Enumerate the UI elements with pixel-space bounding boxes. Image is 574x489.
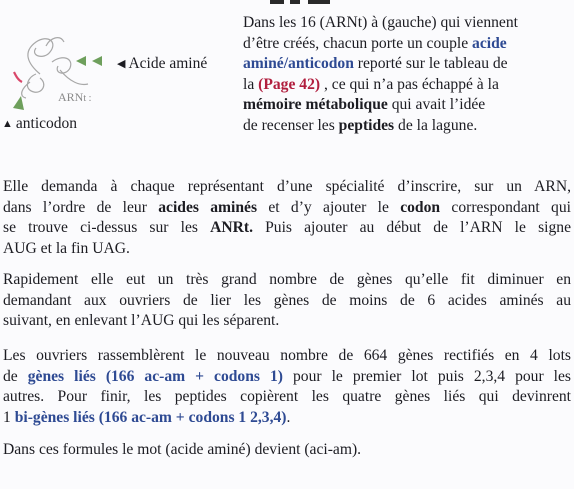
text-line: d’être créés, chacun porte un couple acide bbox=[243, 34, 507, 52]
text-line: demandant aux ouvriers de lier les gènes de moins de 6 acides aminés au bbox=[3, 291, 571, 309]
green-triangle-small bbox=[76, 56, 86, 66]
text-line: de recenser les peptides de la lagune. bbox=[243, 116, 478, 134]
text-line: aminé/anticodon reporté sur le tableau de bbox=[243, 55, 508, 73]
green-triangle-bottom bbox=[13, 96, 24, 110]
paragraph-1 bbox=[3, 177, 571, 259]
text-line: mémoire métabolique qui avait l’idée bbox=[243, 96, 486, 114]
paragraph-3 bbox=[3, 346, 571, 428]
text-line: autres. Pour finir, les peptides copièrent les quatre gènes liés qui devinrent bbox=[3, 388, 571, 406]
text-line: de gènes liés (166 ac-am + codons 1) pour le premier lot puis 2,3,4 pour les bbox=[3, 367, 572, 385]
text-line: la (Page 42) , ce qui n’a pas échappé à la bbox=[243, 75, 499, 93]
page-reference: (Page 42) bbox=[258, 75, 321, 93]
paragraph-2 bbox=[3, 270, 571, 332]
text-line: 1 bi-gènes liés (166 ac-am + codons 1 2,3,4). bbox=[3, 408, 291, 426]
text-line: se trouve ci-dessus sur les ANRt. Puis ajouter au début de l’ARN le signe bbox=[3, 219, 571, 237]
text-line: suivant, en enlevant l’AUG qui les séparent. bbox=[3, 312, 280, 330]
label-acide-amine: ◀ Acide aminé bbox=[117, 55, 208, 72]
green-triangle-right bbox=[92, 56, 102, 66]
intro-paragraph bbox=[243, 13, 569, 137]
triangle-up-icon: ▲ bbox=[2, 118, 13, 130]
red-ribbon bbox=[14, 72, 22, 82]
cropped-top-text bbox=[270, 0, 350, 6]
trna-illustration bbox=[0, 12, 240, 132]
text-line: AUG et la fin UAG. bbox=[3, 239, 130, 257]
text-line: dans l’ordre de leur acides aminés et d’y ajouter le codon correspondant qui bbox=[3, 198, 571, 216]
text-line: Dans ces formules le mot (acide aminé) devient (aci-am). bbox=[3, 441, 362, 458]
label-arn: ARNt : bbox=[58, 90, 92, 104]
label-anticodon: ▲ anticodon bbox=[2, 115, 78, 132]
triangle-left-icon: ◀ bbox=[117, 58, 126, 70]
text-line: Rapidement elle eut un très grand nombre de gènes qu’elle fit diminuer en bbox=[3, 271, 571, 288]
text-line: Dans les 16 (ARNt) à (gauche) qui viennent bbox=[243, 14, 518, 31]
text-line: Les ouvriers rassemblèrent le nouveau nombre de 664 gènes rectifiés en 4 lots bbox=[3, 347, 571, 364]
paragraph-4 bbox=[3, 440, 571, 461]
text-line: Elle demanda à chaque représentant d’une spécialité d’inscrire, sur un ARN, bbox=[3, 178, 571, 195]
